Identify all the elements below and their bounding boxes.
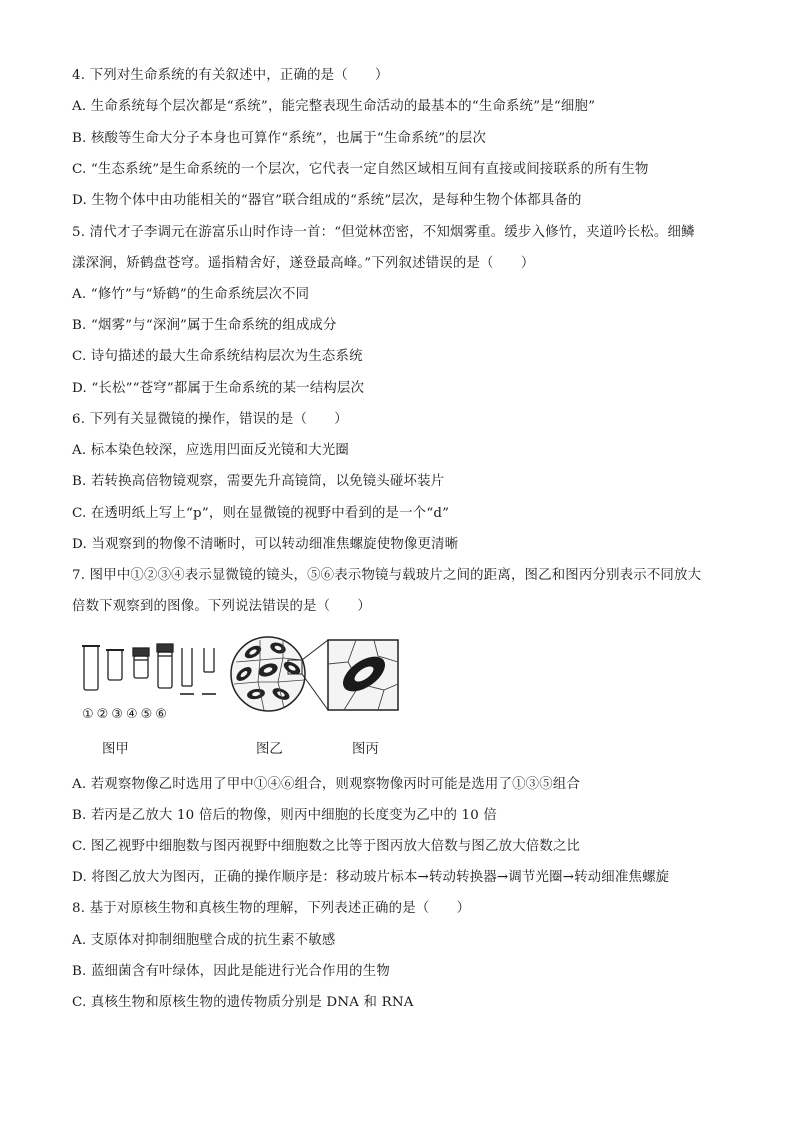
lens-number-labels: ①②③④⑤⑥ [82,707,170,722]
q4-option-d: D. 生物个体中由功能相关的“器官”联合组成的“系统”层次，是每种生物个体都具备的 [72,193,582,208]
q8-stem: 8. 基于对原核生物和真核生物的理解，下列表述正确的是（ ） [72,901,471,916]
q5-option-d: D. “长松”“苍穹”都属于生命系统的某一结构层次 [72,381,365,396]
q4-option-c: C. “生态系统”是生命系统的一个层次，它代表一定自然区域相互间有直接或间接联系的所有生物 [72,162,649,177]
q5-stem-line1: 5. 清代才子李调元在游富乐山时作诗一首：“但觉林峦密，不知烟雾重。缓步入修竹，夹道吟长松。细鳞 [72,225,695,240]
distance-6 [202,648,216,694]
q6-option-b: B. 若转换高倍物镜观察，需要先升高镜筒，以免镜头碰坏装片 [72,474,445,489]
q7-figure [78,634,408,724]
q5-stem-line2: 漾深涧，矫鹤盘苍穹。遥指精舍好，遂登最高峰。”下列叙述错误的是（ ） [72,256,535,271]
q6-option-d: D. 当观察到的物像不清晰时，可以转动细准焦螺旋使物像更清晰 [72,537,459,552]
figure-bing-field [328,640,398,710]
q4-option-a: A. 生命系统每个层次都是“系统”，能完整表现生命活动的最基本的“生命系统”是“细胞” [72,99,596,114]
q6-option-a: A. 标本染色较深，应选用凹面反光镜和大光圈 [72,443,350,458]
lens-4 [157,644,173,688]
q8-option-a: A. 支原体对抑制细胞壁合成的抗生素不敏感 [72,933,336,948]
figure-label-bing: 图丙 [352,742,379,757]
lens-3 [133,648,149,678]
q5-option-b: B. “烟雾”与“深涧”属于生命系统的组成成分 [72,318,337,333]
q8-option-b: B. 蓝细菌含有叶绿体，因此是能进行光合作用的生物 [72,964,390,979]
figure-yi-field [231,637,328,711]
q5-option-c: C. 诗句描述的最大生命系统结构层次为生态系统 [72,349,363,364]
lens-2 [106,650,124,680]
figure-jia-lenses [82,644,216,694]
q4-option-b: B. 核酸等生命大分子本身也可算作“系统”，也属于“生命系统”的层次 [72,131,487,146]
q7-option-a: A. 若观察物像乙时选用了甲中①④⑥组合，则观察物像丙时可能是选用了①③⑤组合 [72,777,581,792]
figure-label-yi: 图乙 [256,742,283,757]
q7-stem-line1: 7. 图甲中①②③④表示显微镜的镜头，⑤⑥表示物镜与载玻片之间的距离，图乙和图丙分别表示不同放大 [72,568,702,583]
distance-5 [180,648,194,694]
q7-stem-line2: 倍数下观察到的图像。下列说法错误的是（ ） [72,599,371,614]
lens-1 [82,646,100,690]
q4-stem: 4. 下列对生命系统的有关叙述中，正确的是（ ） [72,68,389,83]
q8-option-c: C. 真核生物和原核生物的遗传物质分别是 DNA 和 RNA [72,995,414,1010]
q7-option-b: B. 若丙是乙放大 10 倍后的物像，则丙中细胞的长度变为乙中的 10 倍 [72,808,498,823]
figure-label-jia: 图甲 [102,742,129,757]
q7-option-c: C. 图乙视野中细胞数与图丙视野中细胞数之比等于图丙放大倍数与图乙放大倍数之比 [72,839,581,854]
q6-option-c: C. 在透明纸上写上“p”，则在显微镜的视野中看到的是一个“d” [72,506,450,521]
q7-option-d: D. 将图乙放大为图丙，正确的操作顺序是：移动玻片标本→转动转换器→调节光圈→转动细准焦螺旋 [72,870,670,885]
q5-option-a: A. “修竹”与“矫鹤”的生命系统层次不同 [72,287,310,302]
q6-stem: 6. 下列有关显微镜的操作，错误的是（ ） [72,412,348,427]
